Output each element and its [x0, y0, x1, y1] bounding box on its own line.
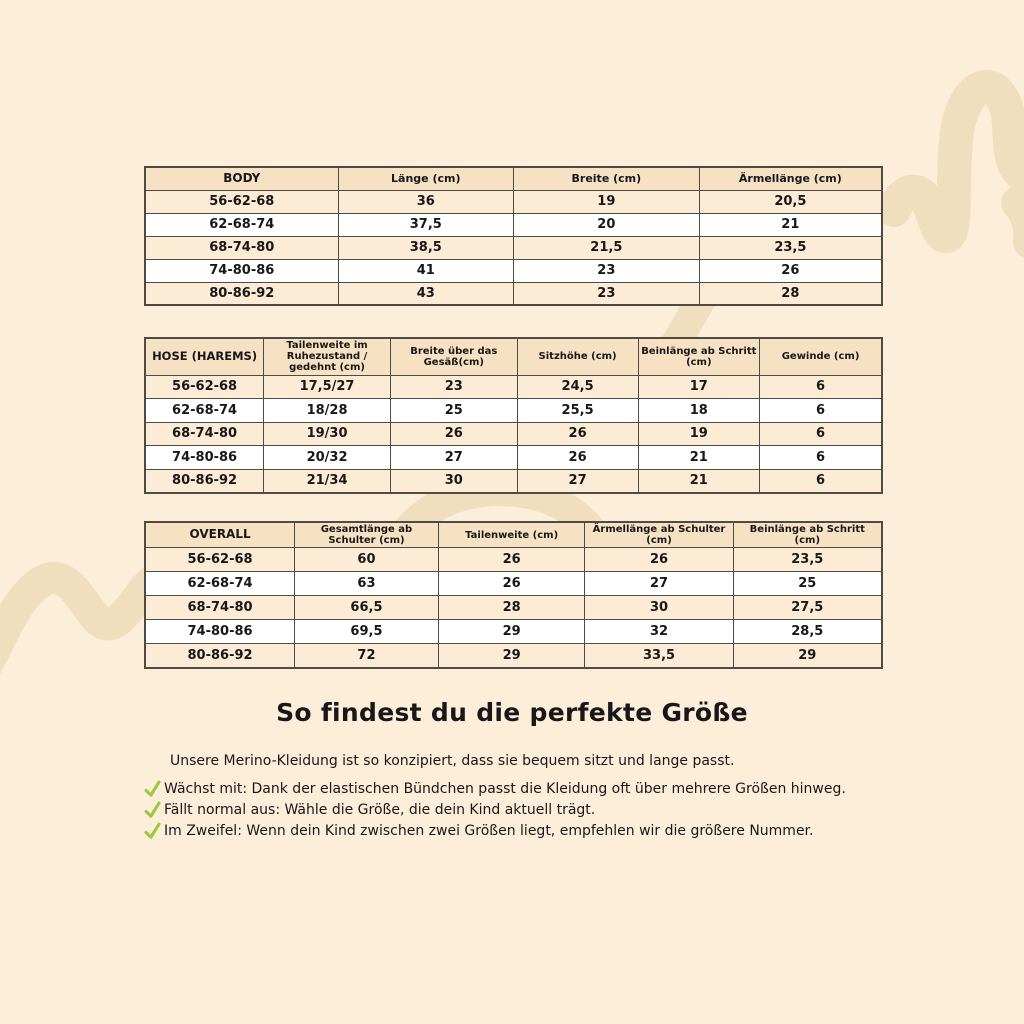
body-cell: 80-86-92: [145, 282, 338, 305]
squiggle-bottom-left-shape: [0, 574, 162, 670]
squiggle-top-right-shape: [894, 87, 1024, 236]
overall-header-row: [145, 522, 882, 548]
hose-harems-cell: 26: [390, 422, 517, 446]
hose-harems-cell: 18: [638, 399, 760, 423]
body-header-cell: Breite (cm): [513, 167, 699, 190]
body-cell: 37,5: [338, 213, 513, 236]
overall-header-cell: Ärmellänge ab Schulter (cm): [585, 522, 733, 548]
hose-harems-cell: 20/32: [264, 446, 391, 470]
overall-cell: 26: [438, 572, 585, 596]
table-row: [145, 375, 882, 399]
table-row: [145, 446, 882, 470]
overall-cell: 30: [585, 596, 733, 620]
hose-harems-cell: 80-86-92: [145, 469, 264, 493]
hose-harems-cell: 18/28: [264, 399, 391, 423]
hose-harems-cell: 56-62-68: [145, 375, 264, 399]
size-table-hose-harems: [144, 337, 883, 494]
body-cell: 43: [338, 282, 513, 305]
list-item: [144, 799, 846, 820]
hose-harems-cell: 17: [638, 375, 760, 399]
checkmark-icon: [143, 801, 162, 818]
hose-harems-cell: 30: [390, 469, 517, 493]
overall-cell: 33,5: [585, 644, 733, 668]
hose-harems-cell: 6: [760, 375, 882, 399]
hose-harems-cell: 26: [517, 446, 638, 470]
body-header-cell: BODY: [145, 167, 338, 190]
squiggle-top-right-tail-shape: [1018, 203, 1024, 242]
hose-harems-header-cell: Gewinde (cm): [760, 338, 882, 375]
table-row: [145, 422, 882, 446]
hose-harems-cell: 74-80-86: [145, 446, 264, 470]
hose-harems-cell: 23: [390, 375, 517, 399]
list-item: [144, 778, 846, 799]
hose-harems-header-row: [145, 338, 882, 375]
hose-harems-header-cell: Beinlänge ab Schritt (cm): [638, 338, 760, 375]
tip-text: Wächst mit: Dank der elastischen Bündchen passt die Kleidung oft über mehrere Größen hinweg.: [164, 780, 846, 797]
tip-text: Fällt normal aus: Wähle die Größe, die dein Kind aktuell trägt.: [164, 801, 596, 818]
body-cell: 41: [338, 259, 513, 282]
body-cell: 62-68-74: [145, 213, 338, 236]
body-cell: 28: [699, 282, 882, 305]
size-table-body: [144, 166, 883, 306]
hose-harems-header-cell: Sitzhöhe (cm): [517, 338, 638, 375]
overall-cell: 27,5: [733, 596, 882, 620]
body-cell: 23: [513, 282, 699, 305]
body-cell: 36: [338, 190, 513, 213]
overall-header-cell: Beinlänge ab Schritt (cm): [733, 522, 882, 548]
sizing-tips-list: [144, 778, 846, 841]
body-cell: 23,5: [699, 236, 882, 259]
body-cell: 56-62-68: [145, 190, 338, 213]
hose-harems-cell: 6: [760, 469, 882, 493]
body-cell: 74-80-86: [145, 259, 338, 282]
overall-cell: 27: [585, 572, 733, 596]
checkmark-icon: [143, 780, 162, 797]
body-cell: 20,5: [699, 190, 882, 213]
hose-harems-cell: 19/30: [264, 422, 391, 446]
body-header-cell: Länge (cm): [338, 167, 513, 190]
size-table-overall: [144, 521, 883, 669]
overall-cell: 69,5: [295, 620, 439, 644]
hose-harems-cell: 25: [390, 399, 517, 423]
table-row: [145, 282, 882, 305]
table-row: [145, 596, 882, 620]
overall-cell: 26: [438, 548, 585, 572]
overall-cell: 80-86-92: [145, 644, 295, 668]
hose-harems-cell: 27: [517, 469, 638, 493]
body-cell: 38,5: [338, 236, 513, 259]
overall-cell: 66,5: [295, 596, 439, 620]
hose-harems-header-cell: Tailenweite im Ruhezustand / gedehnt (cm): [264, 338, 391, 375]
hose-harems-cell: 21: [638, 469, 760, 493]
hose-harems-cell: 19: [638, 422, 760, 446]
overall-cell: 56-62-68: [145, 548, 295, 572]
overall-cell: 62-68-74: [145, 572, 295, 596]
overall-cell: 63: [295, 572, 439, 596]
hose-harems-cell: 17,5/27: [264, 375, 391, 399]
overall-cell: 29: [438, 620, 585, 644]
hose-harems-cell: 25,5: [517, 399, 638, 423]
overall-cell: 72: [295, 644, 439, 668]
hose-harems-cell: 21: [638, 446, 760, 470]
hose-harems-cell: 62-68-74: [145, 399, 264, 423]
hose-harems-cell: 27: [390, 446, 517, 470]
overall-cell: 28,5: [733, 620, 882, 644]
overall-header-cell: OVERALL: [145, 522, 295, 548]
table-row: [145, 469, 882, 493]
hose-harems-cell: 21/34: [264, 469, 391, 493]
table-row: [145, 190, 882, 213]
overall-cell: 23,5: [733, 548, 882, 572]
overall-cell: 26: [585, 548, 733, 572]
overall-cell: 32: [585, 620, 733, 644]
page-title: So findest du die perfekte Größe: [276, 698, 748, 727]
overall-cell: 60: [295, 548, 439, 572]
hose-harems-cell: 6: [760, 446, 882, 470]
overall-cell: 68-74-80: [145, 596, 295, 620]
body-header-row: [145, 167, 882, 190]
checkmark-icon: [143, 822, 162, 839]
body-cell: 21,5: [513, 236, 699, 259]
body-cell: 21: [699, 213, 882, 236]
table-row: [145, 213, 882, 236]
hose-harems-cell: 26: [517, 422, 638, 446]
table-row: [145, 548, 882, 572]
overall-cell: 25: [733, 572, 882, 596]
table-row: [145, 236, 882, 259]
body-cell: 20: [513, 213, 699, 236]
overall-header-cell: Tailenweite (cm): [438, 522, 585, 548]
list-item: [144, 820, 846, 841]
body-header-cell: Ärmellänge (cm): [699, 167, 882, 190]
overall-cell: 29: [438, 644, 585, 668]
intro-text: Unsere Merino-Kleidung ist so konzipiert, dass sie bequem sitzt und lange passt.: [170, 753, 735, 769]
table-row: [145, 620, 882, 644]
body-cell: 23: [513, 259, 699, 282]
overall-cell: 29: [733, 644, 882, 668]
hose-harems-cell: 68-74-80: [145, 422, 264, 446]
hose-harems-header-cell: HOSE (HAREMS): [145, 338, 264, 375]
hose-harems-cell: 24,5: [517, 375, 638, 399]
body-cell: 68-74-80: [145, 236, 338, 259]
table-row: [145, 399, 882, 423]
hose-harems-header-cell: Breite über das Gesäß(cm): [390, 338, 517, 375]
table-row: [145, 572, 882, 596]
overall-header-cell: Gesamtlänge ab Schulter (cm): [295, 522, 439, 548]
body-cell: 19: [513, 190, 699, 213]
hose-harems-cell: 6: [760, 422, 882, 446]
body-cell: 26: [699, 259, 882, 282]
table-row: [145, 644, 882, 668]
hose-harems-cell: 6: [760, 399, 882, 423]
table-row: [145, 259, 882, 282]
tip-text: Im Zweifel: Wenn dein Kind zwischen zwei Größen liegt, empfehlen wir die größere Nummer.: [164, 822, 814, 839]
overall-cell: 28: [438, 596, 585, 620]
overall-cell: 74-80-86: [145, 620, 295, 644]
